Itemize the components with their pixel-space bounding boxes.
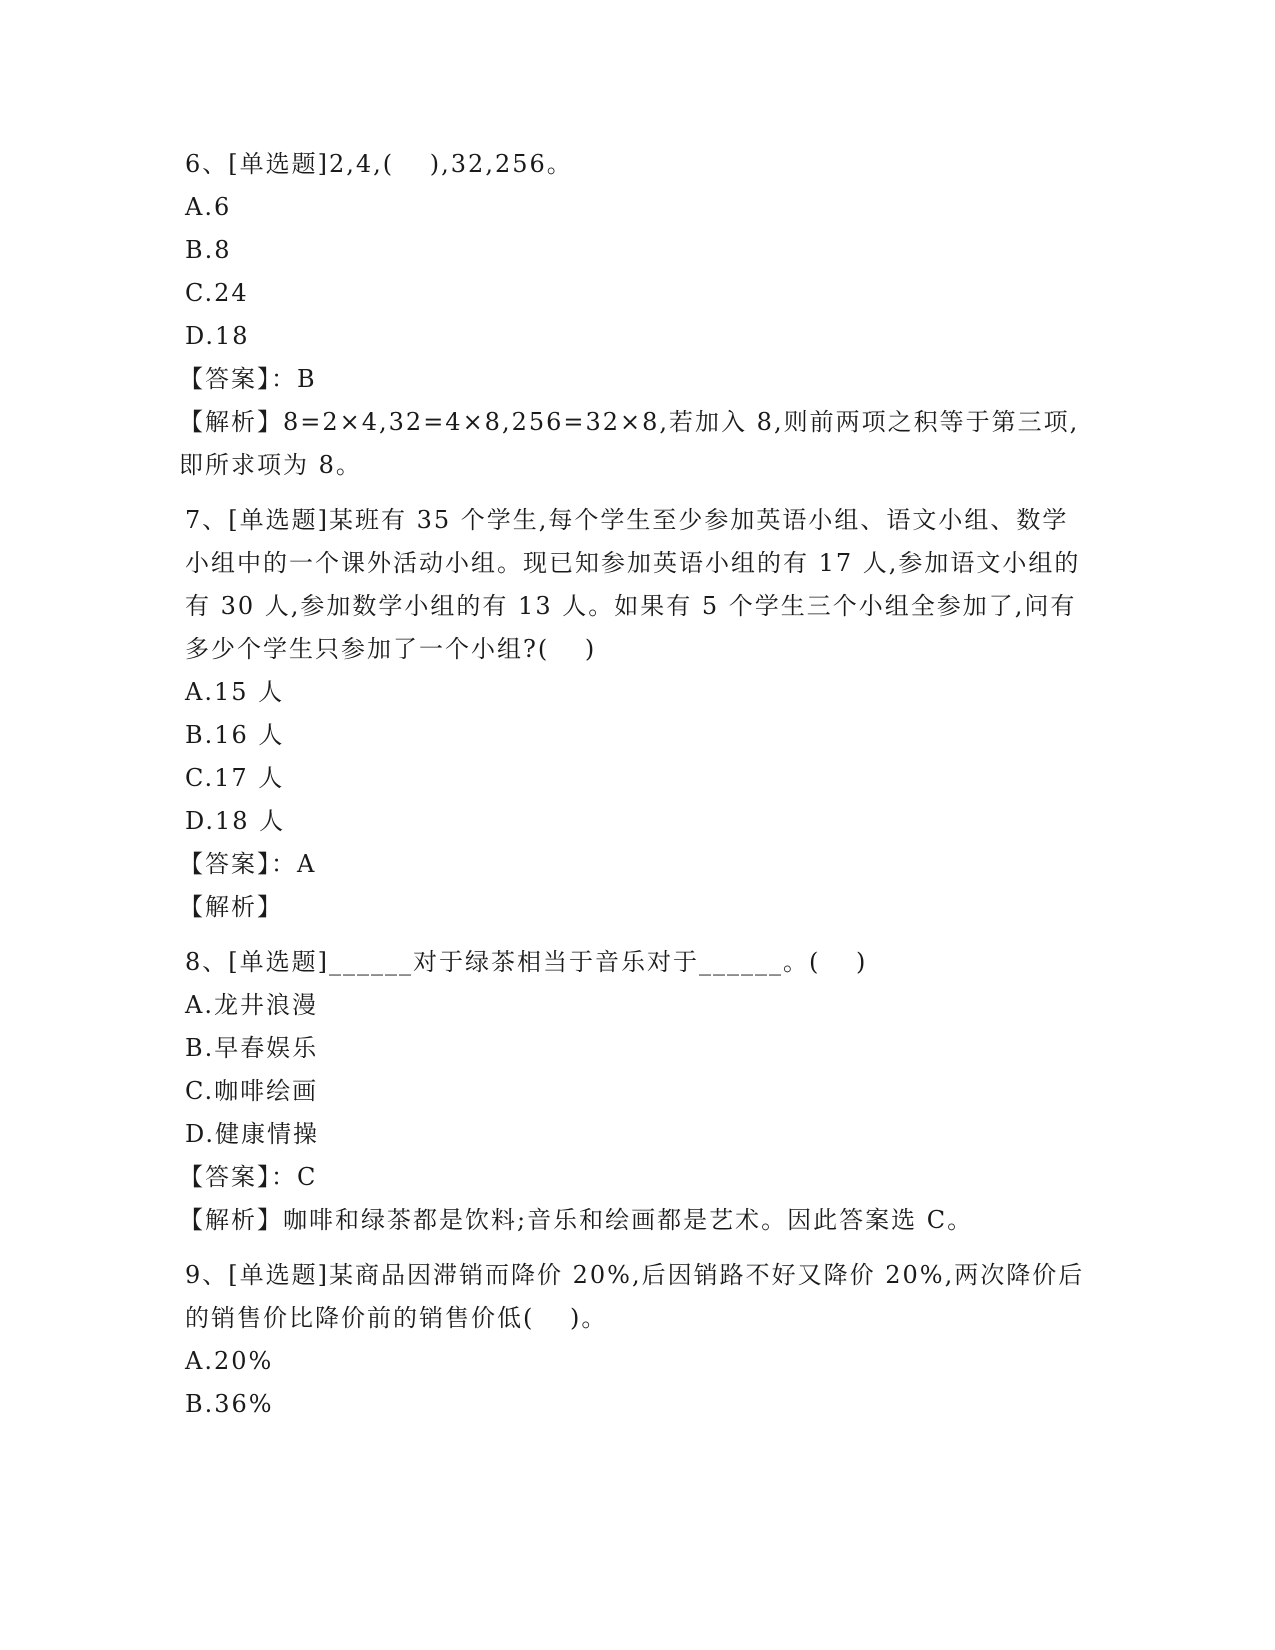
question-6 [179,143,1085,487]
answer-line: 【答案】：C [179,1163,318,1191]
option-a: A.20% [185,1347,274,1375]
option-d: D.18 人 [185,807,286,835]
option-b: B.36% [185,1390,274,1418]
analysis-line: 【解析】8=2×4,32=4×8,256=32×8,若加入 8,则前两项之积等于第三项,即所求项为 8。 [179,408,1080,479]
answer-line: 【答案】：B [179,365,317,393]
option-a: A.龙井浪漫 [185,991,318,1019]
analysis-line: 【解析】咖啡和绿茶都是饮料;音乐和绘画都是艺术。因此答案选 C。 [179,1206,974,1234]
document-page [179,143,1085,1438]
option-a: A.6 [185,193,232,221]
option-d: D.健康情操 [185,1120,320,1148]
option-c: C.咖啡绘画 [185,1077,319,1105]
option-c: C.17 人 [185,764,285,792]
question-stem: 8、[单选题]______对于绿茶相当于音乐对于______。( ) [185,948,868,976]
question-stem: 7、[单选题]某班有 35 个学生,每个学生至少参加英语小组、语文小组、数学小组中的一个课外活动小组。现已知参加英语小组的有 17 人,参加语文小组的有 30 人,参加数学小组的有 13 人。如果有 5 个学生三个小组全参加了,问有多少个学生只参加了一个小组?( ) [185,506,1081,663]
question-7 [179,499,1085,929]
option-d: D.18 [185,322,250,350]
answer-line: 【答案】：A [179,850,317,878]
option-c: C.24 [185,279,249,307]
question-8 [179,941,1085,1242]
question-9 [185,1254,1085,1426]
question-stem: 6、[单选题]2,4,( ),32,256。 [185,150,573,178]
option-b: B.早春娱乐 [185,1034,319,1062]
analysis-line: 【解析】 [179,893,283,921]
question-stem: 9、[单选题]某商品因滞销而降价 20%,后因销路不好又降价 20%,两次降价后的销售价比降价前的销售价低( )。 [185,1261,1085,1332]
option-b: B.16 人 [185,721,285,749]
option-b: B.8 [185,236,232,264]
option-a: A.15 人 [185,678,285,706]
